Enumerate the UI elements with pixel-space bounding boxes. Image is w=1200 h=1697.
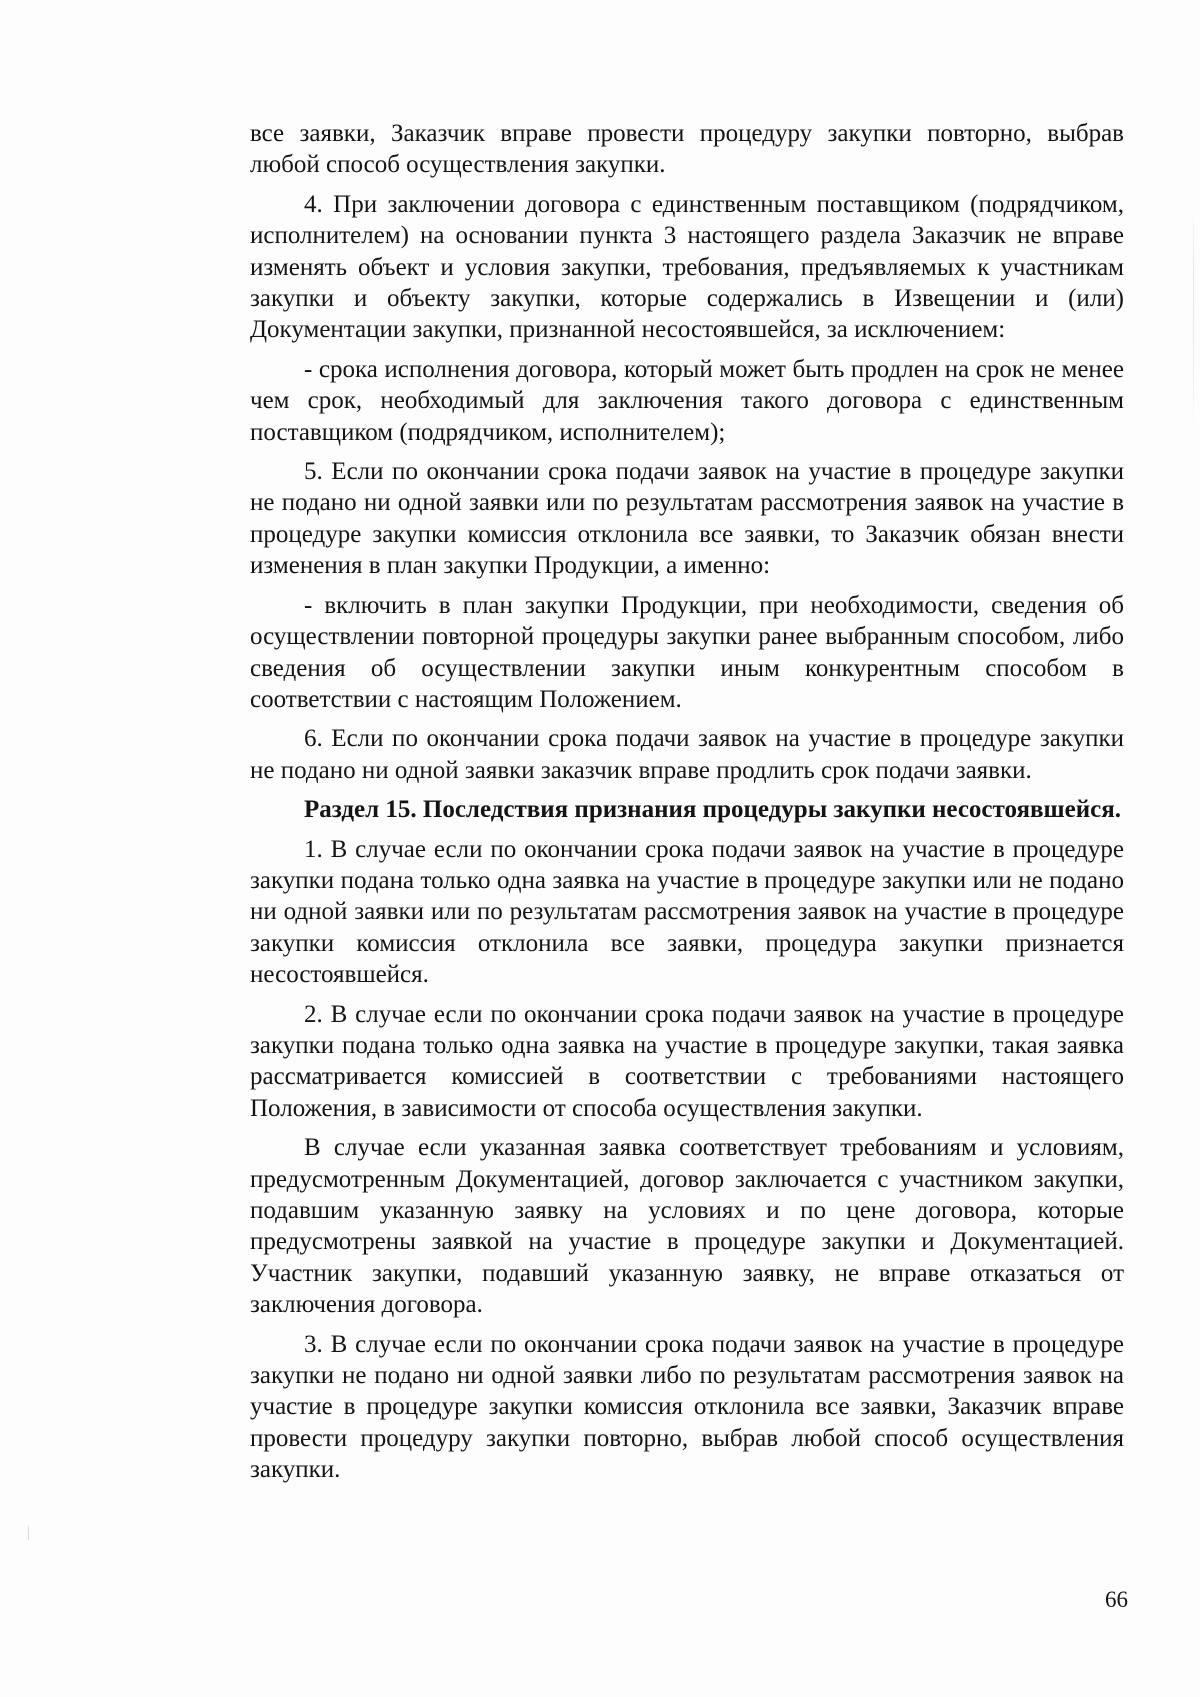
section-15-item-2-continuation: В случае если указанная заявка соответствует требованиям и условиям, предусмотренным Документацией, договор заключается с участником закупки, подавшим указанную заявку на условиях и по цене договора, которые предусмотрены заявкой на участие в процедуре закупки и Документацией. Участник закупки, подавший указанную заявку, не вправе отказаться от заключения договора. (250, 1134, 1124, 1319)
paragraph-item-4-exception: - срока исполнения договора, который может быть продлен на срок не менее чем срок, необходимый для заключения такого договора с единственным поставщиком (подрядчиком, исполнителем); (250, 355, 1124, 446)
scan-edge-artifact (1193, 200, 1194, 440)
section-15-heading: Раздел 15. Последствия признания процедуры закупки несостоявшейся. (304, 796, 1122, 824)
paragraph-item-5-action: - включить в план закупки Продукции, при необходимости, сведения об осуществлении повторной процедуры закупки ранее выбранным способом, либо сведения об осуществлении закупки иным конкурентным способом в соответствии с настоящим Положением. (250, 591, 1124, 713)
paragraph-item-5: 5. Если по окончании срока подачи заявок на участие в процедуре закупки не подано ни одной заявки или по результатам рассмотрения заявок на участие в процедуре закупки комиссия отклонила все заявки, то Заказчик обязан внести изменения в план закупки Продукции, а именно: (250, 458, 1124, 580)
page-body (250, 118, 1124, 1494)
section-15-item-2: 2. В случае если по окончании срока подачи заявок на участие в процедуре закупки подана только одна заявка на участие в процедуре закупки, такая заявка рассматривается комиссией в соответствии с требованиями настоящего Положения, в зависимости от способа осуществления закупки. (250, 1000, 1124, 1122)
paragraph-item-6: 6. Если по окончании срока подачи заявок на участие в процедуре закупки не подано ни одной заявки заказчик вправе продлить срок подачи заявки. (250, 725, 1124, 784)
scan-mark-artifact (28, 1526, 29, 1540)
section-15-item-1: 1. В случае если по окончании срока подачи заявок на участие в процедуре закупки подана только одна заявка на участие в процедуре закупки или не подано ни одной заявки или по результатам рассмотрения заявок на участие в процедуре закупки комиссия отклонила все заявки, процедура закупки признается несостоявшейся. (250, 835, 1124, 989)
page-number: 66 (1105, 1587, 1128, 1612)
paragraph-item-4: 4. При заключении договора с единственным поставщиком (подрядчиком, исполнителем) на основании пункта 3 настоящего раздела Заказчик не вправе изменять объект и условия закупки, требования, предъявляемых к участникам закупки и объекту закупки, которые содержались в Извещении и (или) Документации закупки, признанной несостоявшейся, за исключением: (250, 190, 1124, 344)
section-15-item-3: 3. В случае если по окончании срока подачи заявок на участие в процедуре закупки не подано ни одной заявки либо по результатам рассмотрения заявок на участие в процедуре закупки комиссия отклонила все заявки, Заказчик вправе провести процедуру закупки повторно, выбрав любой способ осуществления закупки. (250, 1330, 1124, 1484)
paragraph-continuation: все заявки, Заказчик вправе провести процедуру закупки повторно, выбрав любой способ осуществления закупки. (250, 120, 1124, 179)
